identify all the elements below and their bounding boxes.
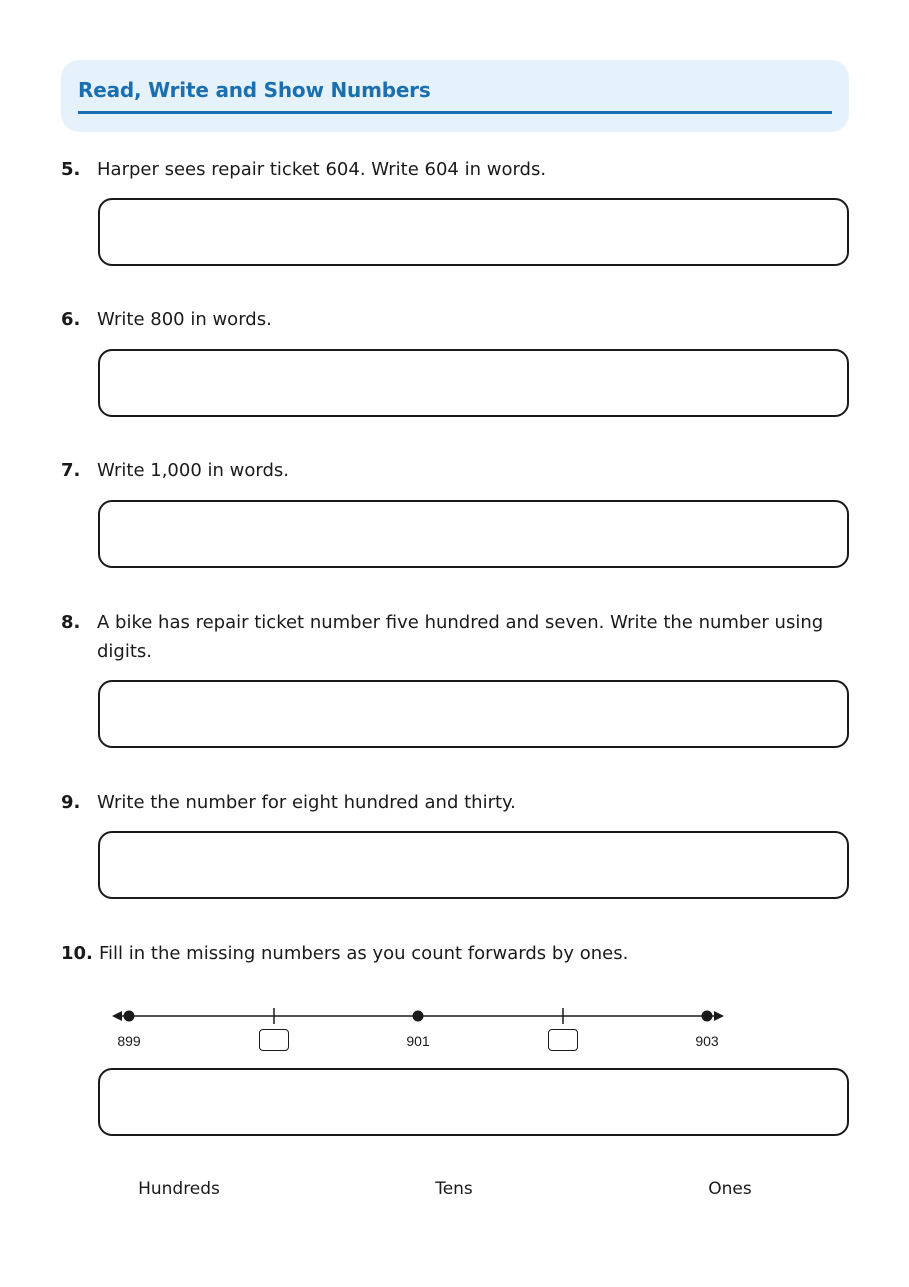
section-header xyxy=(61,60,849,132)
question-9-text: Write the number for eight hundred and thirty. xyxy=(97,792,516,813)
question-10-text: Fill in the missing numbers as you count forwards by ones. xyxy=(99,943,629,964)
section-title-underline xyxy=(78,111,832,114)
place-value-hundreds-label: Hundreds xyxy=(138,1179,220,1199)
question-10-number: 10. xyxy=(61,943,93,964)
question-8-text-line2: digits. xyxy=(97,641,153,662)
question-7-number: 7. xyxy=(61,460,81,481)
question-9-number: 9. xyxy=(61,792,81,813)
number-line-left-arrow-icon xyxy=(112,1011,122,1021)
number-line-label-899: 899 xyxy=(117,1033,141,1049)
question-6-text: Write 800 in words. xyxy=(97,309,272,330)
number-line-point-899 xyxy=(124,1011,135,1022)
number-line xyxy=(100,1000,740,1034)
number-line-label-903: 903 xyxy=(695,1033,719,1049)
number-line-label-901: 901 xyxy=(406,1033,430,1049)
question-5-number: 5. xyxy=(61,159,81,180)
question-5-answer-box[interactable] xyxy=(98,198,849,266)
question-7-text: Write 1,000 in words. xyxy=(97,460,289,481)
question-6-number: 6. xyxy=(61,309,81,330)
question-6-answer-box[interactable] xyxy=(98,349,849,417)
number-line-right-arrow-icon xyxy=(714,1011,724,1021)
place-value-tens-label: Tens xyxy=(435,1179,473,1199)
question-8-number: 8. xyxy=(61,612,81,633)
number-line-point-901 xyxy=(413,1011,424,1022)
question-5-text: Harper sees repair ticket 604. Write 604 in words. xyxy=(97,159,547,180)
question-10-answer-box[interactable] xyxy=(98,1068,849,1136)
question-9-answer-box[interactable] xyxy=(98,831,849,899)
question-8-answer-box[interactable] xyxy=(98,680,849,748)
number-line-blank-1[interactable] xyxy=(259,1029,289,1051)
number-line-blank-2[interactable] xyxy=(548,1029,578,1051)
question-7-answer-box[interactable] xyxy=(98,500,849,568)
section-title: Read, Write and Show Numbers xyxy=(78,78,431,102)
question-8-text-line1: A bike has repair ticket number five hundred and seven. Write the number using xyxy=(97,612,824,633)
place-value-ones-label: Ones xyxy=(708,1179,752,1199)
number-line-point-903 xyxy=(702,1011,713,1022)
